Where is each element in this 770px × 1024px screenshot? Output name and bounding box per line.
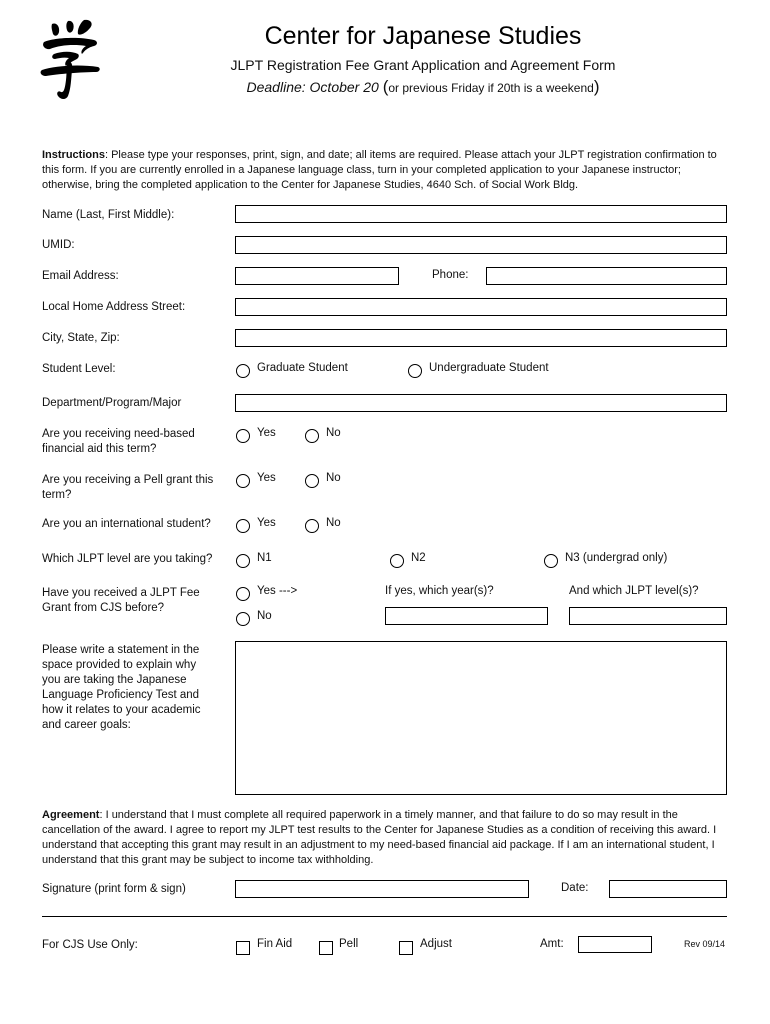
pell-yes-option: Yes [257, 472, 276, 484]
street-label: Local Home Address Street: [42, 301, 186, 313]
page-title: Center for Japanese Studies [264, 22, 582, 50]
prior-grant-yes-radio[interactable] [236, 587, 250, 601]
city-label: City, State, Zip: [42, 332, 120, 344]
deadline-open-paren: ( [382, 77, 389, 96]
deadline-close-paren: ) [593, 77, 600, 96]
umid-input[interactable] [235, 236, 727, 254]
which-years-input[interactable] [385, 607, 548, 625]
n3-radio[interactable] [544, 554, 558, 568]
agreement [42, 808, 732, 868]
which-years-label: If yes, which year(s)? [385, 585, 494, 597]
department-label: Department/Program/Major [42, 397, 182, 409]
student-level-label: Student Level: [42, 363, 116, 375]
n1-radio[interactable] [236, 554, 250, 568]
email-input[interactable] [235, 267, 399, 285]
signature-label: Signature (print form & sign) [42, 883, 186, 895]
undergraduate-option: Undergraduate Student [429, 362, 549, 374]
statement-label: Please write a statement in the space provided to explain why you are taking the Japanese Language Proficiency Test and how it relates to your academic and career goals: [42, 644, 201, 731]
name-input[interactable] [235, 205, 727, 223]
divider [42, 916, 727, 917]
statement-textarea[interactable] [235, 641, 727, 795]
fin-aid-label: Fin Aid [257, 938, 293, 950]
n1-option: N1 [257, 552, 272, 564]
agreement-label: Agreement [42, 809, 100, 821]
need-aid-label: Are you receiving need-based financial aid this term? [42, 428, 195, 455]
international-yes-radio[interactable] [236, 519, 250, 533]
pell-no-radio[interactable] [305, 474, 319, 488]
international-label: Are you an international student? [42, 518, 211, 530]
n3-option: N3 (undergrad only) [565, 552, 668, 564]
graduate-radio[interactable] [236, 364, 250, 378]
pell-no-option: No [326, 472, 341, 484]
instructions [42, 148, 732, 193]
instructions-label: Instructions [42, 149, 105, 161]
signature-input[interactable] [235, 880, 529, 898]
instructions-text: : Please type your responses, print, sign, and date; all items are required. Please attach your JLPT registration confirmation to this form. If you are currently enrolled in a Japanese language class, turn in your completed application to your Japanese instructor; otherwise, bring the completed application to the Center for Japanese Studies, 4640 Sch. of Social Work Bldg. [42, 149, 717, 191]
agreement-text: : I understand that I must complete all required paperwork in a timely manner, and that failure to do so may result in the cancellation of the award. I agree to report my JLPT test results to the Center for Japanese Studies as a condition of receiving this award. I understand that accepting this grant may result in an adjustment to my need-based financial aid package. If I am an international student, I understand that this grant may be subject to income tax withholding. [42, 809, 717, 866]
form-subtitle: JLPT Registration Fee Grant Application and Agreement Form [230, 57, 616, 73]
pell-yes-radio[interactable] [236, 474, 250, 488]
date-input[interactable] [609, 880, 727, 898]
deadline [0, 77, 770, 97]
cjs-use-label: For CJS Use Only: [42, 939, 138, 951]
adjust-checkbox[interactable] [399, 941, 413, 955]
city-input[interactable] [235, 329, 727, 347]
pell-check-label: Pell [339, 938, 359, 950]
amount-label: Amt: [540, 938, 564, 950]
need-aid-no-radio[interactable] [305, 429, 319, 443]
email-label: Email Address: [42, 270, 119, 282]
need-aid-yes-radio[interactable] [236, 429, 250, 443]
deadline-note: or previous Friday if 20th is a weekend [388, 81, 594, 95]
department-input[interactable] [235, 394, 727, 412]
phone-label: Phone: [432, 269, 469, 281]
international-no-option: No [326, 517, 341, 529]
graduate-option: Graduate Student [257, 362, 348, 374]
prior-grant-no-option: No [257, 610, 272, 622]
need-aid-no-option: No [326, 427, 341, 439]
prior-grant-no-radio[interactable] [236, 612, 250, 626]
umid-label: UMID: [42, 239, 75, 251]
revision-label: Rev 09/14 [684, 939, 726, 949]
amount-input[interactable] [578, 936, 652, 953]
date-label: Date: [561, 882, 589, 894]
prior-grant-label: Have you received a JLPT Fee Grant from CJS before? [42, 587, 200, 614]
which-levels-label: And which JLPT level(s)? [569, 585, 699, 597]
adjust-label: Adjust [420, 938, 452, 950]
need-aid-yes-option: Yes [257, 427, 276, 439]
n2-option: N2 [411, 552, 426, 564]
fin-aid-checkbox[interactable] [236, 941, 250, 955]
international-no-radio[interactable] [305, 519, 319, 533]
name-label: Name (Last, First Middle): [42, 209, 175, 221]
phone-input[interactable] [486, 267, 727, 285]
undergraduate-radio[interactable] [408, 364, 422, 378]
deadline-date: Deadline: October 20 [246, 79, 379, 95]
pell-label: Are you receiving a Pell grant this term? [42, 474, 214, 501]
which-levels-input[interactable] [569, 607, 727, 625]
street-input[interactable] [235, 298, 727, 316]
prior-grant-yes-option: Yes ---> [257, 585, 298, 597]
n2-radio[interactable] [390, 554, 404, 568]
pell-checkbox[interactable] [319, 941, 333, 955]
international-yes-option: Yes [257, 517, 276, 529]
jlpt-level-label: Which JLPT level are you taking? [42, 553, 213, 565]
